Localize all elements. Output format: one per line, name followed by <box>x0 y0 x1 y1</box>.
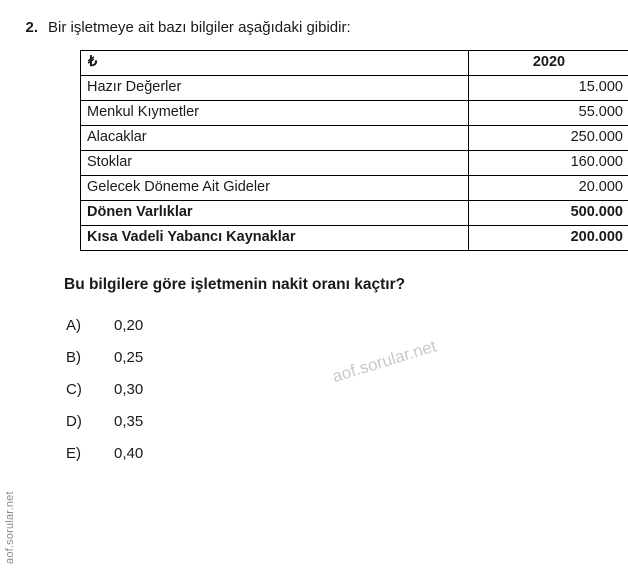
row-value: 20.000 <box>469 175 628 200</box>
table-row-total <box>81 225 628 250</box>
row-label: Stoklar <box>81 150 469 175</box>
table-row <box>81 175 628 200</box>
financial-table <box>80 50 628 251</box>
table-row <box>81 125 628 150</box>
question-prompt: Bu bilgilere göre işletmenin nakit oranı kaçtır? <box>64 275 406 293</box>
row-value: 200.000 <box>469 225 628 250</box>
table-header-row <box>81 50 628 75</box>
row-label: Gelecek Döneme Ait Gideler <box>81 175 469 200</box>
option-letter: B) <box>66 349 81 367</box>
table-row <box>81 150 628 175</box>
side-watermark: aof.sorular.net <box>4 491 16 564</box>
option-d[interactable] <box>66 413 612 431</box>
question-number: 2. <box>25 19 38 36</box>
table-row <box>81 75 628 100</box>
table-row <box>81 100 628 125</box>
diagonal-watermark: aof.sorular.net <box>330 336 439 387</box>
option-e[interactable] <box>66 445 612 463</box>
question-heading <box>22 18 612 38</box>
row-label: Dönen Varlıklar <box>81 200 469 225</box>
answer-options <box>66 317 612 463</box>
option-a[interactable] <box>66 317 612 335</box>
option-letter: E) <box>66 445 81 463</box>
row-label: Menkul Kıymetler <box>81 100 469 125</box>
row-label: Alacaklar <box>81 125 469 150</box>
row-value: 160.000 <box>469 150 628 175</box>
row-label: Kısa Vadeli Yabancı Kaynaklar <box>81 225 469 250</box>
table-header-year: 2020 <box>469 50 628 75</box>
option-letter: D) <box>66 413 82 431</box>
row-label: Hazır Değerler <box>81 75 469 100</box>
question-block <box>22 18 623 477</box>
row-value: 250.000 <box>469 125 628 150</box>
option-text: 0,40 <box>114 445 144 463</box>
option-letter: C) <box>66 381 82 399</box>
row-value: 500.000 <box>469 200 628 225</box>
question-text: Bir işletmeye ait bazı bilgiler aşağıdaki gibidir: <box>48 19 351 36</box>
option-text: 0,25 <box>114 349 144 367</box>
option-text: 0,20 <box>114 317 144 335</box>
financial-table-wrapper <box>80 50 623 251</box>
option-text: 0,35 <box>114 413 144 431</box>
row-value: 15.000 <box>469 75 628 100</box>
option-c[interactable] <box>66 381 612 399</box>
table-row-total <box>81 200 628 225</box>
option-letter: A) <box>66 317 81 335</box>
table-body <box>81 50 628 250</box>
option-text: 0,30 <box>114 381 144 399</box>
row-value: 55.000 <box>469 100 628 125</box>
table-header-label: ₺ <box>81 50 469 75</box>
option-b[interactable] <box>66 349 612 367</box>
